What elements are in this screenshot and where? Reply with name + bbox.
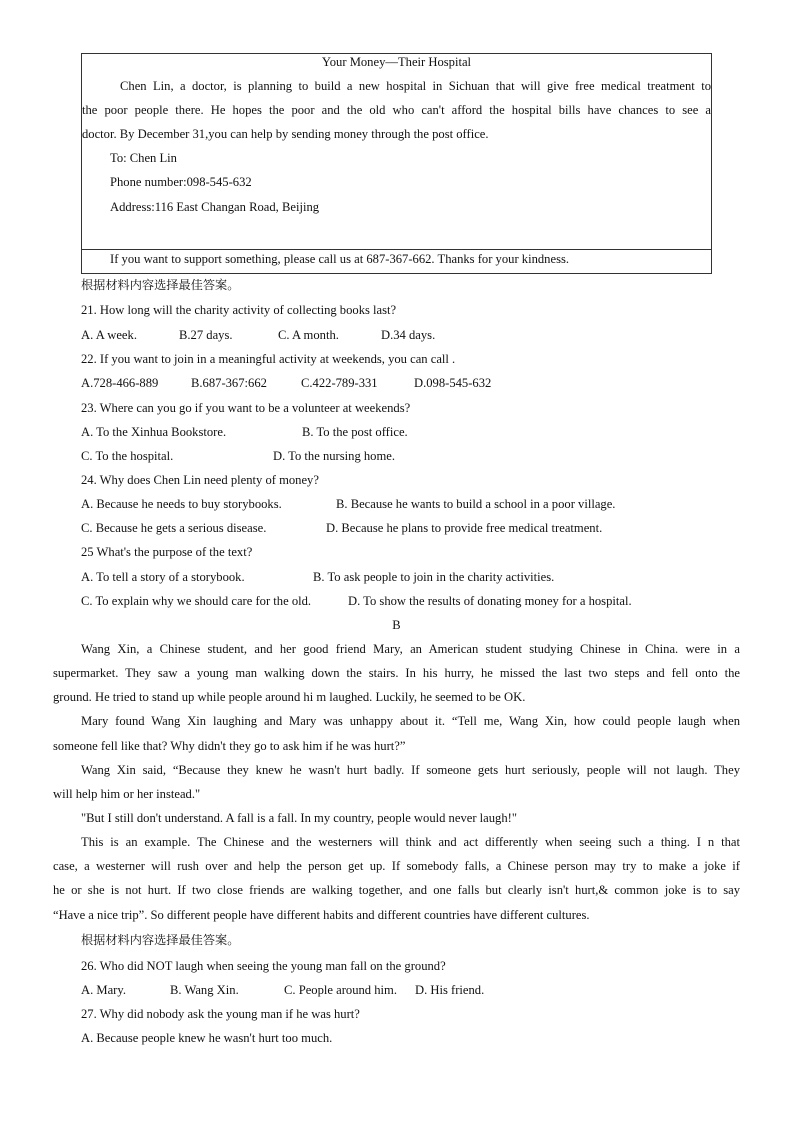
passage-line: Mary found Wang Xin laughing and Mary was unhappy about it. “Tell me, Wang Xin, how could people laugh when	[81, 714, 740, 728]
question-22-option-d: D.098-545-632	[414, 376, 492, 390]
question-26-option-d: D. His friend.	[415, 983, 485, 997]
question-21-option-b: B.27 days.	[179, 328, 233, 342]
section-a-instruction: 根据材料内容选择最佳答案。	[81, 278, 240, 292]
notice-footer: If you want to support something, please call us at 687-367-662. Thanks for your kindness.	[110, 252, 570, 266]
question-22-option-a: A.728-466-889	[81, 376, 159, 390]
notice-divider	[81, 249, 712, 250]
question-23-stem: 23. Where can you go if you want to be a volunteer at weekends?	[81, 401, 411, 415]
passage-line: This is an example. The Chinese and the westerners will think and act differently when seeing such a thing. I n that	[81, 835, 740, 849]
passage-line: someone fell like that? Why didn't they go to ask him if he was hurt?”	[53, 739, 406, 753]
notice-recipient: To: Chen Lin	[110, 151, 177, 165]
question-25-option-c: C. To explain why we should care for the old.	[81, 594, 312, 608]
question-25-option-b: B. To ask people to join in the charity activities.	[313, 570, 555, 584]
question-26-option-b: B. Wang Xin.	[170, 983, 239, 997]
question-27-option-a: A. Because people knew he wasn't hurt too much.	[81, 1031, 333, 1045]
question-22-option-b: B.687-367:662	[191, 376, 267, 390]
notice-paragraph-line: Chen Lin, a doctor, is planning to build a new hospital in Sichuan that will give free medical treatment to	[120, 79, 711, 93]
question-25-option-a: A. To tell a story of a storybook.	[81, 570, 245, 584]
passage-line: ground. He tried to stand up while people around hi m laughed. Luckily, he seemed to be OK.	[53, 690, 526, 704]
question-24-stem: 24. Why does Chen Lin need plenty of money?	[81, 473, 319, 487]
section-b-instruction: 根据材料内容选择最佳答案。	[81, 933, 240, 947]
question-24-option-c: C. Because he gets a serious disease.	[81, 521, 267, 535]
question-21-option-d: D.34 days.	[381, 328, 436, 342]
question-26-option-a: A. Mary.	[81, 983, 127, 997]
question-27-stem: 27. Why did nobody ask the young man if he was hurt?	[81, 1007, 360, 1021]
question-23-option-c: C. To the hospital.	[81, 449, 174, 463]
notice-paragraph-line: the poor people there. He hopes the poor and the old who can't afford the hospital bills have chances to see a	[82, 103, 711, 117]
question-24-option-b: B. Because he wants to build a school in a poor village.	[336, 497, 616, 511]
passage-line: will help him or her instead."	[53, 787, 201, 801]
passage-line: “Have a nice trip”. So different people have different habits and different countries have different cultures.	[53, 908, 590, 922]
notice-title: Your Money—Their Hospital	[321, 55, 472, 69]
passage-line: Wang Xin said, “Because they knew he wasn't hurt badly. If someone gets hurt seriously, people will not laugh. They	[81, 763, 740, 777]
passage-line: "But I still don't understand. A fall is a fall. In my country, people would never laugh!"	[81, 811, 517, 825]
passage-line: Wang Xin, a Chinese student, and her good friend Mary, an American student studying Chinese in China. were in a	[81, 642, 740, 656]
question-26-stem: 26. Who did NOT laugh when seeing the young man fall on the ground?	[81, 959, 446, 973]
question-23-option-b: B. To the post office.	[302, 425, 408, 439]
question-25-stem: 25 What's the purpose of the text?	[81, 545, 253, 559]
question-22-stem: 22. If you want to join in a meaningful activity at weekends, you can call .	[81, 352, 456, 366]
passage-line: case, a westerner will rush over and help the person get up. If somebody falls, a Chinese person may try to make a joke if	[53, 859, 740, 873]
passage-line: supermarket. They saw a young man walking down the stairs. In his hurry, he missed the last two steps and fell onto the	[53, 666, 740, 680]
passage-line: he or she is not hurt. If two close friends are walking together, and one falls but clearly isn't hurt,& common joke is to say	[53, 883, 740, 897]
question-23-option-d: D. To the nursing home.	[273, 449, 396, 463]
section-b-heading: B	[392, 618, 401, 632]
question-23-option-a: A. To the Xinhua Bookstore.	[81, 425, 227, 439]
question-22-option-c: C.422-789-331	[301, 376, 378, 390]
question-21-option-a: A. A week.	[81, 328, 137, 342]
question-25-option-d: D. To show the results of donating money for a hospital.	[348, 594, 632, 608]
question-24-option-a: A. Because he needs to buy storybooks.	[81, 497, 282, 511]
notice-phone: Phone number:098-545-632	[110, 175, 252, 189]
question-21-stem: 21. How long will the charity activity of collecting books last?	[81, 303, 397, 317]
notice-address: Address:116 East Changan Road, Beijing	[110, 200, 320, 214]
question-21-option-c: C. A month.	[278, 328, 339, 342]
question-26-option-c: C. People around him.	[284, 983, 397, 997]
notice-paragraph-line: doctor. By December 31,you can help by sending money through the post office.	[82, 127, 489, 141]
question-24-option-d: D. Because he plans to provide free medical treatment.	[326, 521, 603, 535]
